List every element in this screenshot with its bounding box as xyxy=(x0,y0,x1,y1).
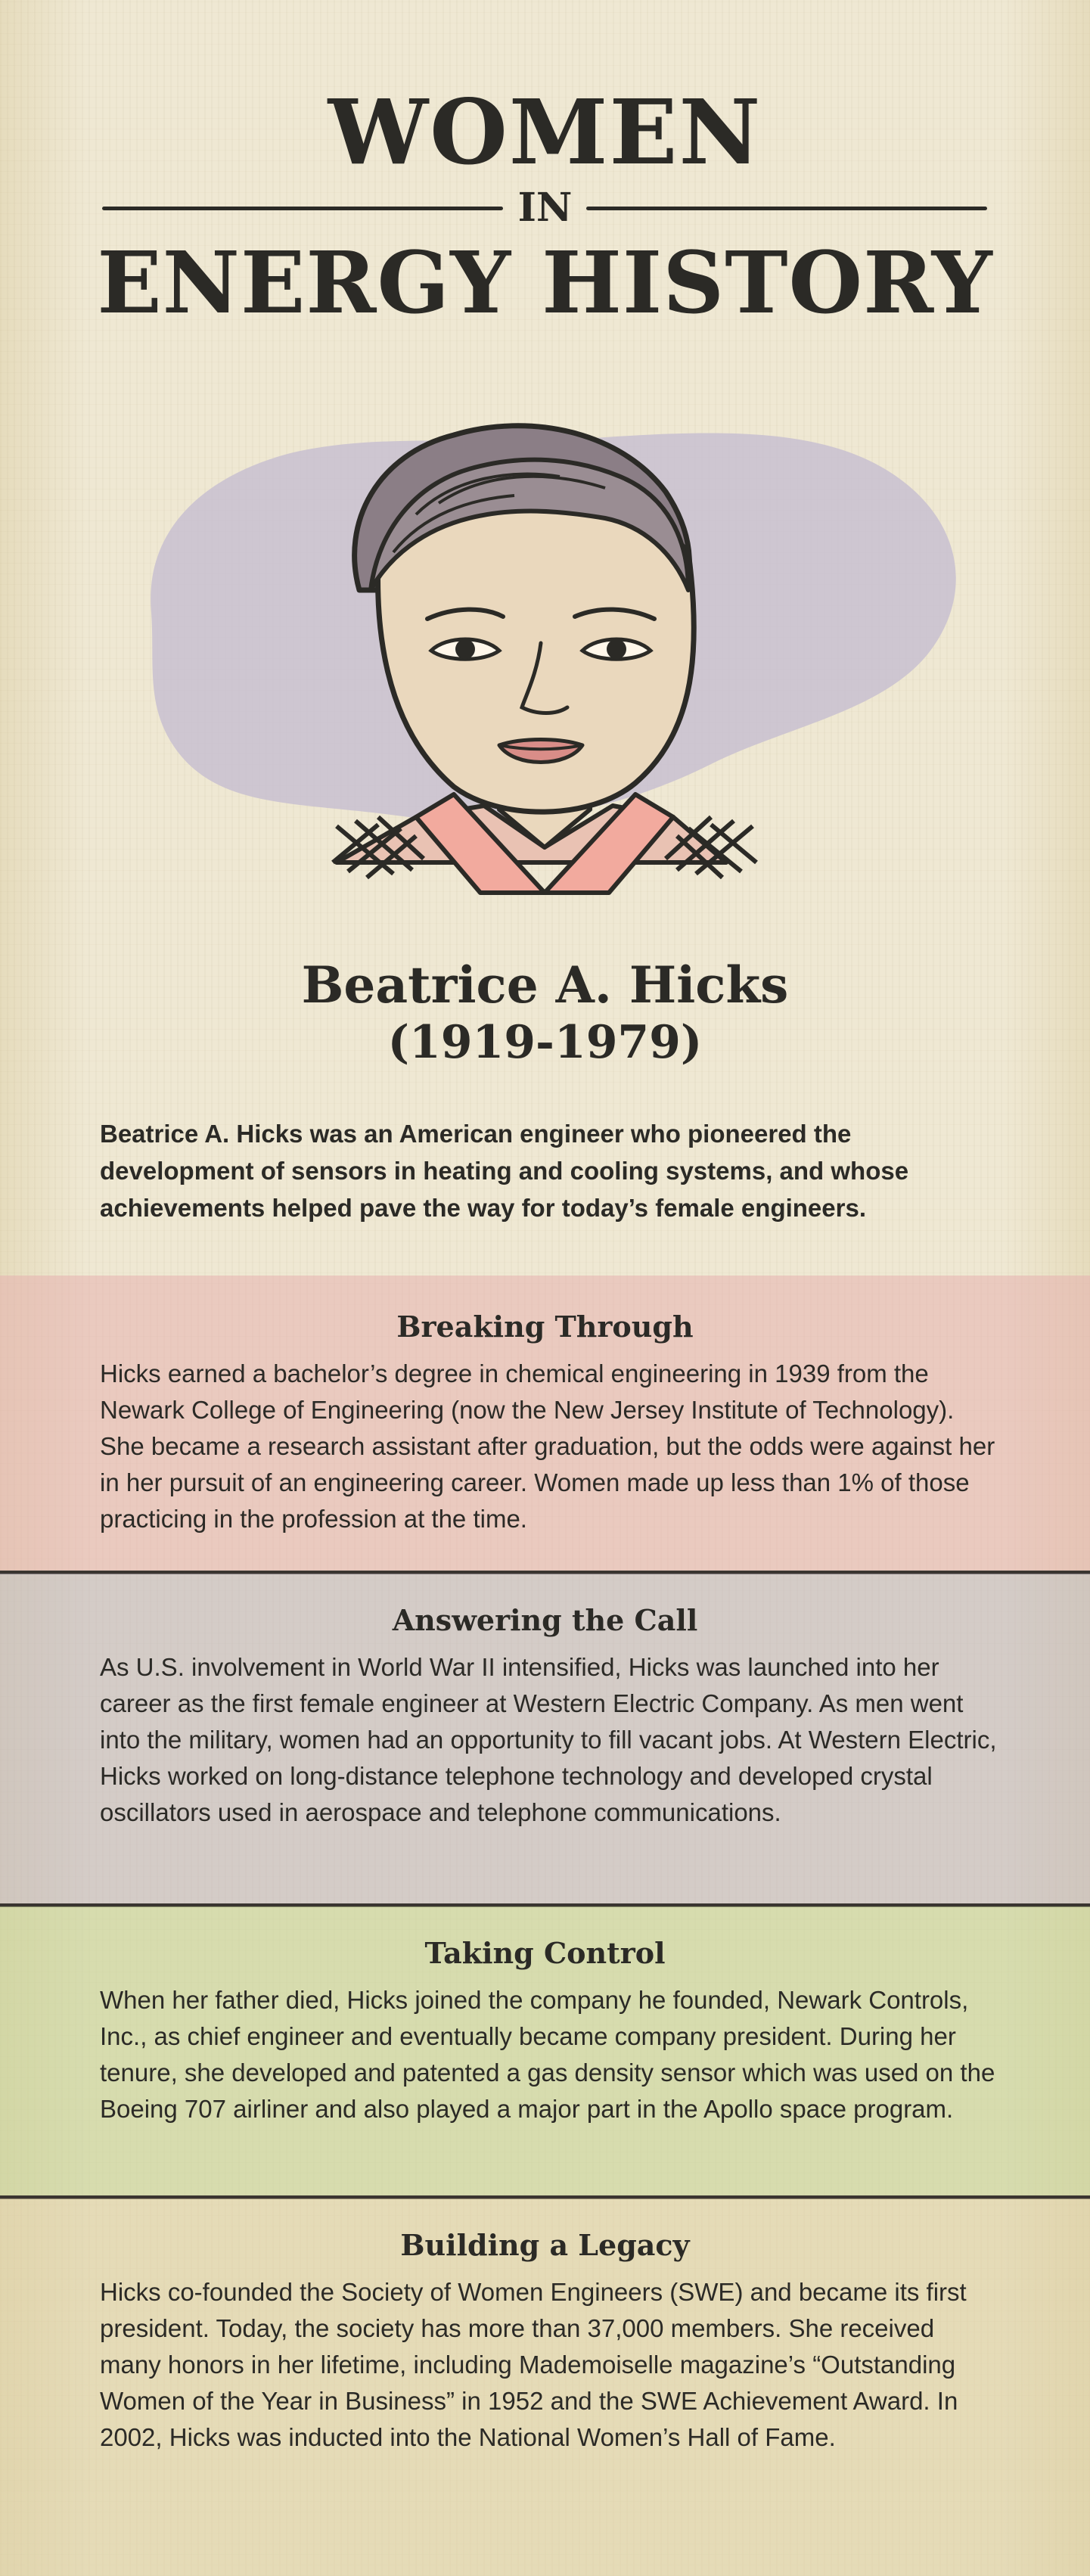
person-name: Beatrice A. Hicks xyxy=(301,956,789,1015)
person-years: (1919-1979) xyxy=(387,1016,703,1069)
section-title: Building a Legacy xyxy=(400,2228,690,2262)
section-body: As U.S. involvement in World War II intensified, Hicks was launched into her career as the first female engineer at Western Electric Company. As men went into the military, women had an opportunity to fill vacant jobs. At Western Electric, Hicks worked on long-distance telephone technology and developed crystal oscillators used in aerospace and telephone communications. xyxy=(100,1653,997,1826)
title-energy-history: ENERGY HISTORY xyxy=(97,234,993,333)
section-body: Hicks earned a bachelor’s degree in chemical engineering in 1939 from the Newark College of Engineering (now the New Jersey Institute of Technology). She became a research assistant after graduation, but the odds were against her in her pursuit of an engineering career. Women made up less than 1% of those practicing in the profession at the time. xyxy=(100,1359,995,1533)
title-block xyxy=(0,79,1090,333)
title-rule-right xyxy=(586,207,987,210)
section-body: Hicks co-founded the Society of Women Engineers (SWE) and became its first president. Today, the society has more than 37,000 members. She received many honors in her lifetime, including Mademoiselle magazine’s “Outstanding Women of the Year in Business” in 1952 and the SWE Achievement Award. In 2002, Hicks was inducted into the National Women’s Hall of Fame. xyxy=(100,2278,967,2451)
section-taking-control xyxy=(0,1906,1090,2198)
title-women: WOMEN xyxy=(328,79,762,185)
intro-paragraph: Beatrice A. Hicks was an American engineer who pioneered the development of sensors in heating and cooling systems, and whose achievements helped pave the way for today’s female engineers. xyxy=(100,1120,909,1222)
woman-portrait-illustration xyxy=(91,363,998,938)
section-title: Taking Control xyxy=(424,1936,666,1970)
title-connector-row xyxy=(0,182,1090,235)
person-name-block xyxy=(0,955,1090,1070)
section-title: Answering the Call xyxy=(392,1603,698,1637)
section-body: When her father died, Hicks joined the company he founded, Newark Controls, Inc., as chief engineer and eventually became company president. During her tenure, she developed and patented a gas density sensor which was used on the Boeing 707 airliner and also played a major part in the Apollo space program. xyxy=(100,1986,995,2123)
section-title: Breaking Through xyxy=(396,1310,694,1344)
title-in: IN xyxy=(517,185,573,231)
title-rule-left xyxy=(102,207,503,210)
section-breaking-through xyxy=(0,1276,1090,1574)
section-building-a-legacy xyxy=(0,2198,1090,2576)
section-answering-the-call xyxy=(0,1574,1090,1906)
